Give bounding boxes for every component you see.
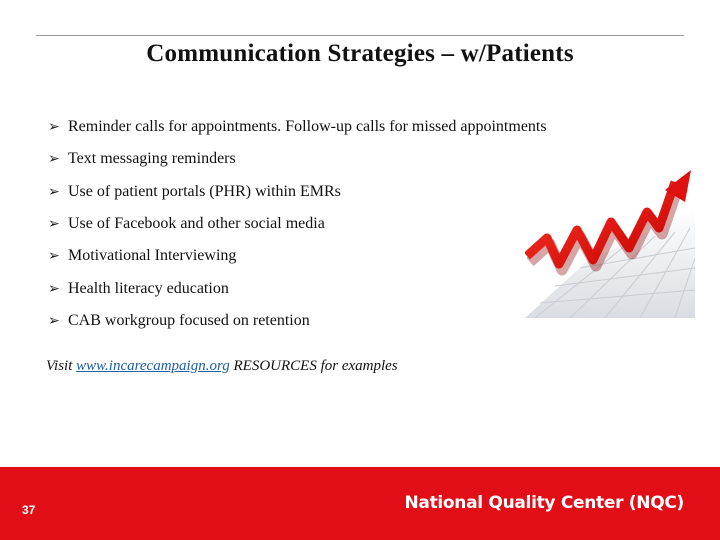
bullet-text: Reminder calls for appointments. Follow-up calls for missed appointments (68, 118, 547, 136)
page-number: 37 (22, 503, 36, 517)
bullet-text: Use of Facebook and other social media (68, 215, 325, 233)
visit-note (46, 358, 398, 375)
bullet-item (48, 111, 547, 143)
footer-bar (0, 467, 720, 540)
bullet-arrow-icon: ➢ (48, 312, 60, 329)
bullet-text: Health literacy education (68, 279, 229, 297)
bullet-arrow-icon: ➢ (48, 119, 60, 136)
resource-link[interactable]: www.incarecampaign.org (76, 358, 230, 374)
bullet-list (48, 111, 547, 337)
bullet-arrow-icon: ➢ (48, 248, 60, 265)
bullet-item (48, 208, 547, 240)
bullet-item (48, 176, 547, 208)
title-rule (36, 35, 684, 36)
bullet-text: CAB workgroup focused on retention (68, 311, 310, 329)
bullet-arrow-icon: ➢ (48, 151, 60, 168)
bullet-arrow-icon: ➢ (48, 280, 60, 297)
bullet-item (48, 240, 547, 272)
bullet-text: Text messaging reminders (68, 150, 236, 168)
bullet-text: Motivational Interviewing (68, 247, 237, 265)
bullet-item (48, 143, 547, 175)
visit-prefix: Visit (46, 358, 77, 374)
bullet-arrow-icon: ➢ (48, 183, 60, 200)
bullet-item (48, 305, 547, 337)
organization-name: National Quality Center (NQC) (404, 493, 684, 513)
visit-suffix: RESOURCES for examples (229, 358, 398, 374)
bullet-item (48, 272, 547, 304)
slide-title: Communication Strategies – w/Patients (146, 40, 574, 67)
bullet-arrow-icon: ➢ (48, 216, 60, 233)
rising-arrow-chart-icon (525, 168, 695, 318)
bullet-text: Use of patient portals (PHR) within EMRs (68, 182, 341, 200)
